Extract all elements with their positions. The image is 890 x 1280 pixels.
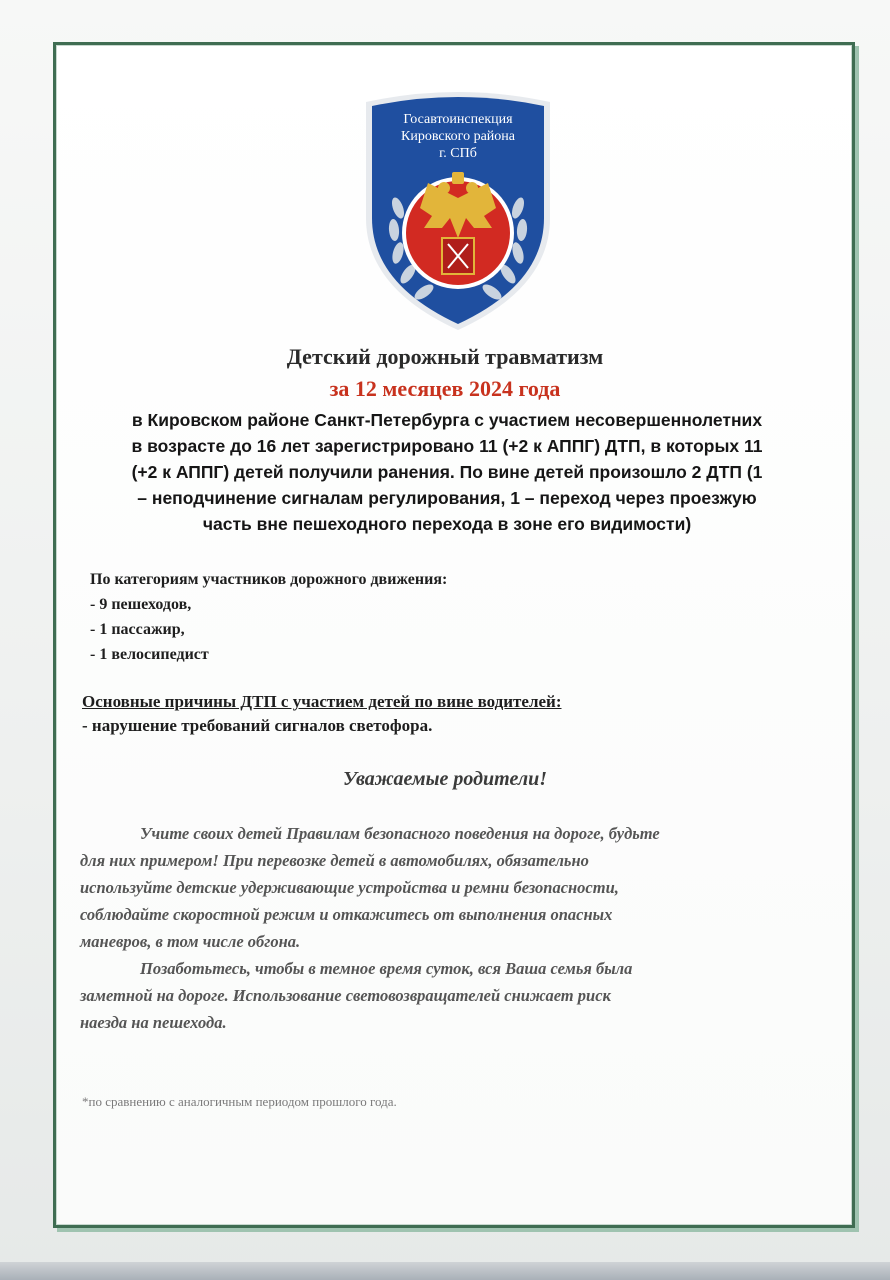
- appeal-line: для них примером! При перевозке детей в автомобилях, обязательно: [80, 851, 589, 870]
- appeal-line: Позаботьтесь, чтобы в темное время суток, вся Ваша семья была: [140, 959, 633, 978]
- lead-line: – неподчинение сигналам регулирования, 1 – переход через проезжую: [137, 488, 757, 508]
- causes-item: - нарушение требований сигналов светофора.: [82, 716, 433, 735]
- appeal-line: используйте детские удерживающие устройства и ремни безопасности,: [80, 878, 619, 897]
- lead-line: (+2 к АППГ) детей получили ранения. По вине детей произошло 2 ДТП (1: [131, 462, 763, 482]
- categories-heading: По категориям участников дорожного движения:: [90, 571, 448, 588]
- footnote: *по сравнению с аналогичным периодом прошлого года.: [82, 1094, 397, 1109]
- category-item: - 9 пешеходов,: [90, 596, 192, 613]
- category-item: - 1 пассажир,: [90, 621, 185, 638]
- appeal-line: наезда на пешехода.: [80, 1013, 227, 1032]
- emblem-line-3: г. СПб: [439, 146, 477, 161]
- lead-paragraph: [82, 407, 812, 537]
- emblem-line-1: Госавтоинспекция: [403, 112, 513, 127]
- causes-heading: Основные причины ДТП с участием детей по вине водителей:: [82, 692, 562, 711]
- appeal-line: маневров, в том числе обгона.: [80, 932, 301, 951]
- appeal-line: соблюдайте скоростной режим и откажитесь от выполнения опасных: [80, 905, 613, 924]
- heading-period: за 12 месяцев 2024 года: [329, 376, 561, 401]
- lead-line: часть вне пешеходного перехода в зоне его видимости): [202, 514, 692, 534]
- greeting: Уважаемые родители!: [342, 768, 547, 790]
- heading-title: Детский дорожный травматизм: [286, 344, 604, 369]
- gai-emblem: [358, 88, 558, 333]
- emblem-line-2: Кировского района: [401, 129, 515, 144]
- lead-line: в возрасте до 16 лет зарегистрировано 11 (+2 к АППГ) ДТП, в которых 11: [131, 436, 763, 456]
- appeal-line: заметной на дороге. Использование световозвращателей снижает риск: [80, 986, 611, 1005]
- categories-block: [90, 567, 447, 667]
- appeal-paragraph: [80, 820, 815, 1036]
- lead-line: в Кировском районе Санкт-Петербурга с участием несовершеннолетних: [131, 410, 763, 430]
- category-item: - 1 велосипедист: [90, 646, 209, 663]
- appeal-line: Учите своих детей Правилам безопасного поведения на дороге, будьте: [140, 824, 660, 843]
- bottom-edge: [0, 1262, 890, 1280]
